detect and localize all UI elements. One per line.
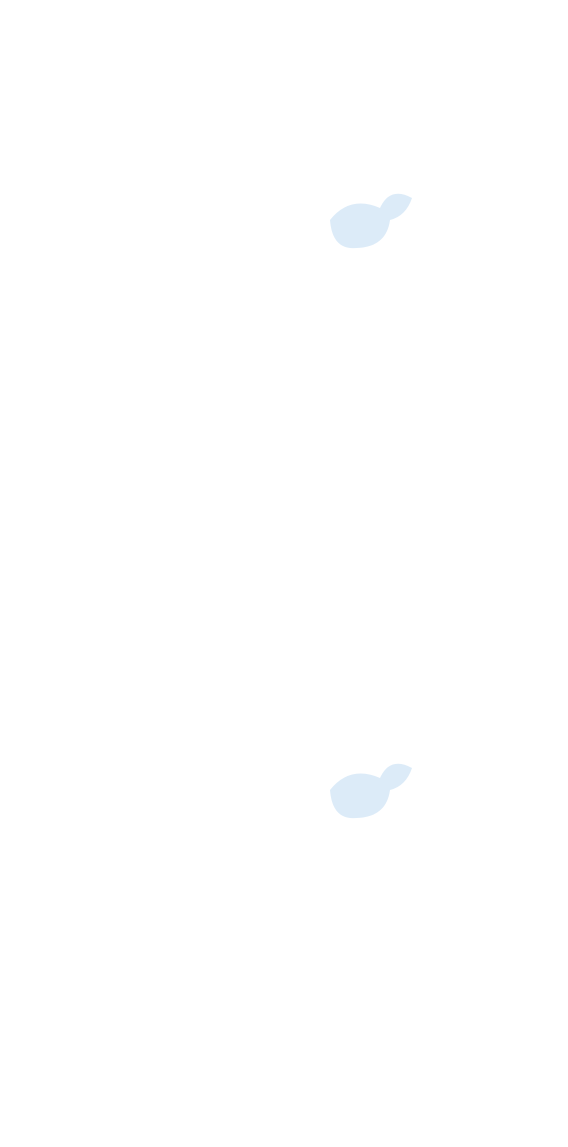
bird-logo-icon xyxy=(330,194,412,248)
bird-logo-icon xyxy=(330,764,412,818)
